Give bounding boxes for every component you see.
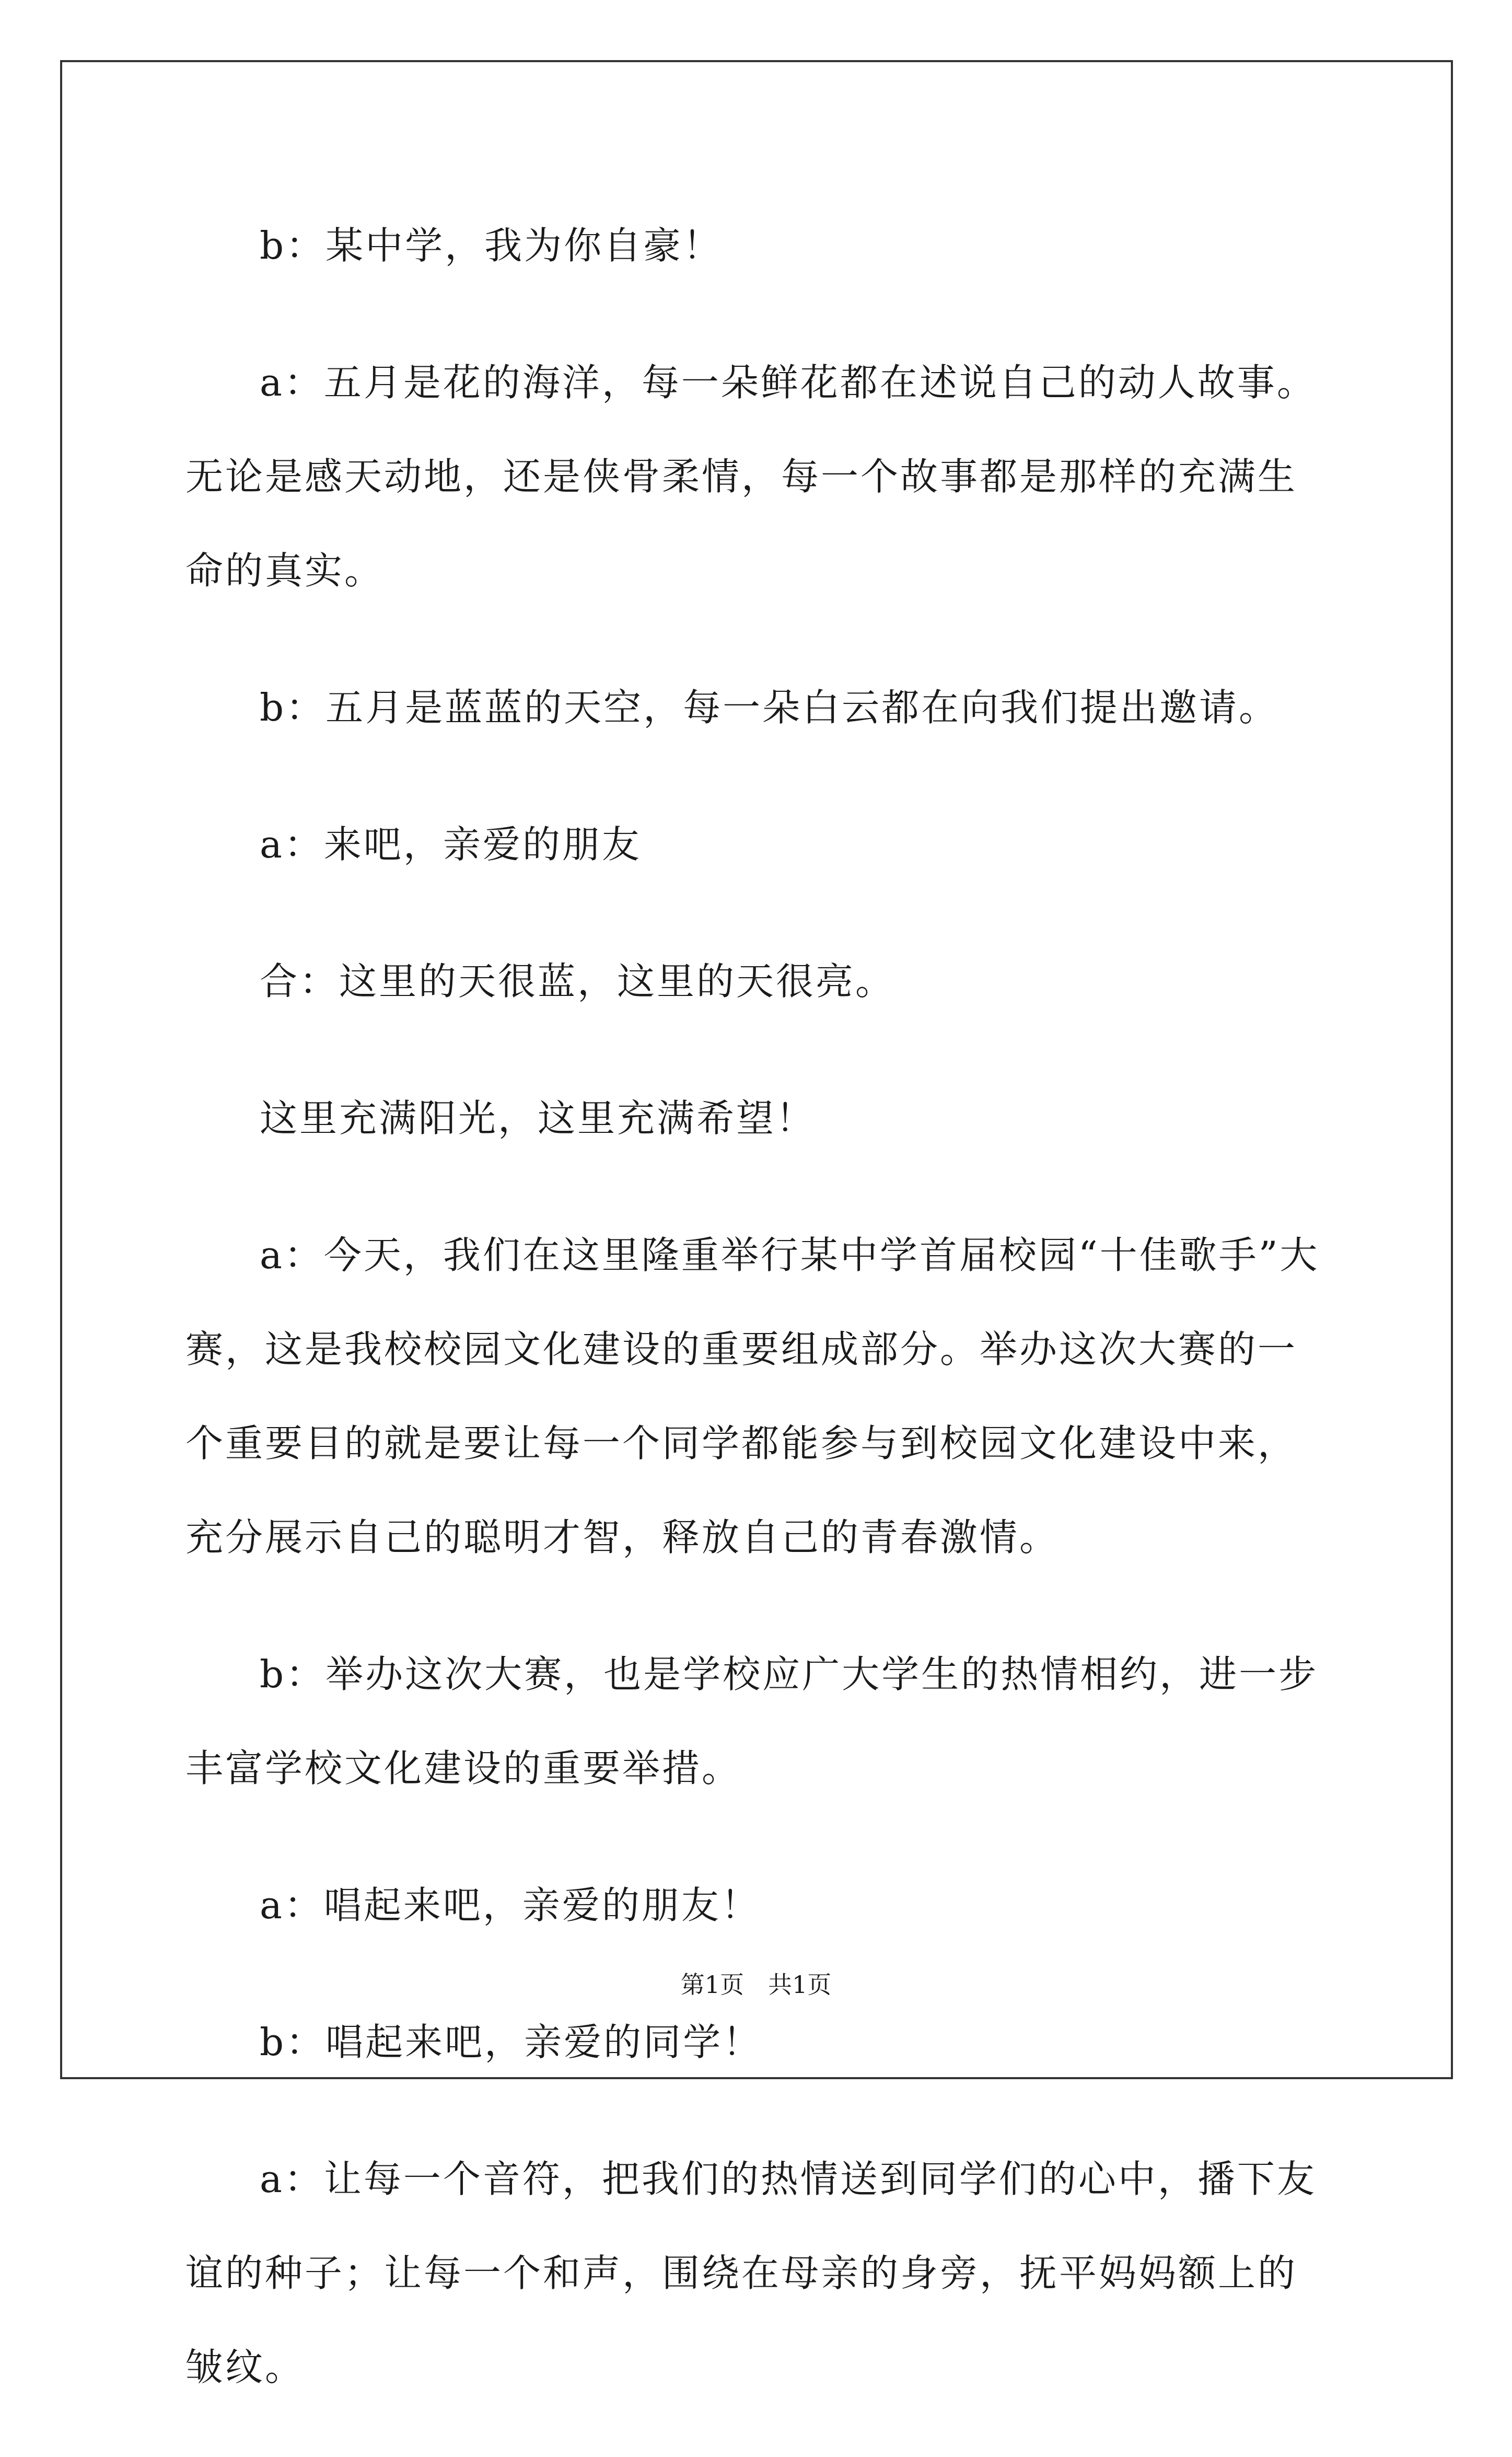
paragraph: a：五月是花的海洋，每一朵鲜花都在述说自己的动人故事。无论是感天动地，还是侠骨柔情，每一个故事都是那样的充满生命的真实。 xyxy=(185,361,1317,593)
paragraph: b：举办这次大赛，也是学校应广大学生的热情相约，进一步丰富学校文化建设的重要举措。 xyxy=(185,1652,1319,1790)
paragraph: b：唱起来吧，亲爱的同学！ xyxy=(260,2020,763,2064)
paragraph: a：唱起来吧，亲爱的朋友！ xyxy=(260,1883,761,1927)
paragraph: a：让每一个音符，把我们的热情送到同学们的心中，播下友谊的种子；让每一个和声，围绕在母亲的身旁，抚平妈妈额上的皱纹。 xyxy=(185,2157,1317,2389)
document-body xyxy=(185,199,1330,2457)
paragraph: a：今天，我们在这里隆重举行某中学首届校园“十佳歌手”大赛，这是我校校园文化建设的重要组成部分。举办这次大赛的一个重要目的就是要让每一个同学都能参与到校园文化建设中来，充分展示自己的聪明才智，释放自己的青春激情。 xyxy=(185,1233,1320,1559)
paragraph: a：来吧，亲爱的朋友 xyxy=(260,822,642,866)
page-footer: 第1页 共1页 xyxy=(680,1971,832,1999)
paragraph: b：某中学，我为你自豪！ xyxy=(260,224,723,268)
paragraph: 合：这里的天很蓝，这里的天很亮。 xyxy=(260,959,895,1003)
paragraph: 这里充满阳光，这里充满希望！ xyxy=(260,1096,816,1140)
paragraph: b：五月是蓝蓝的天空，每一朵白云都在向我们提出邀请。 xyxy=(260,686,1279,729)
